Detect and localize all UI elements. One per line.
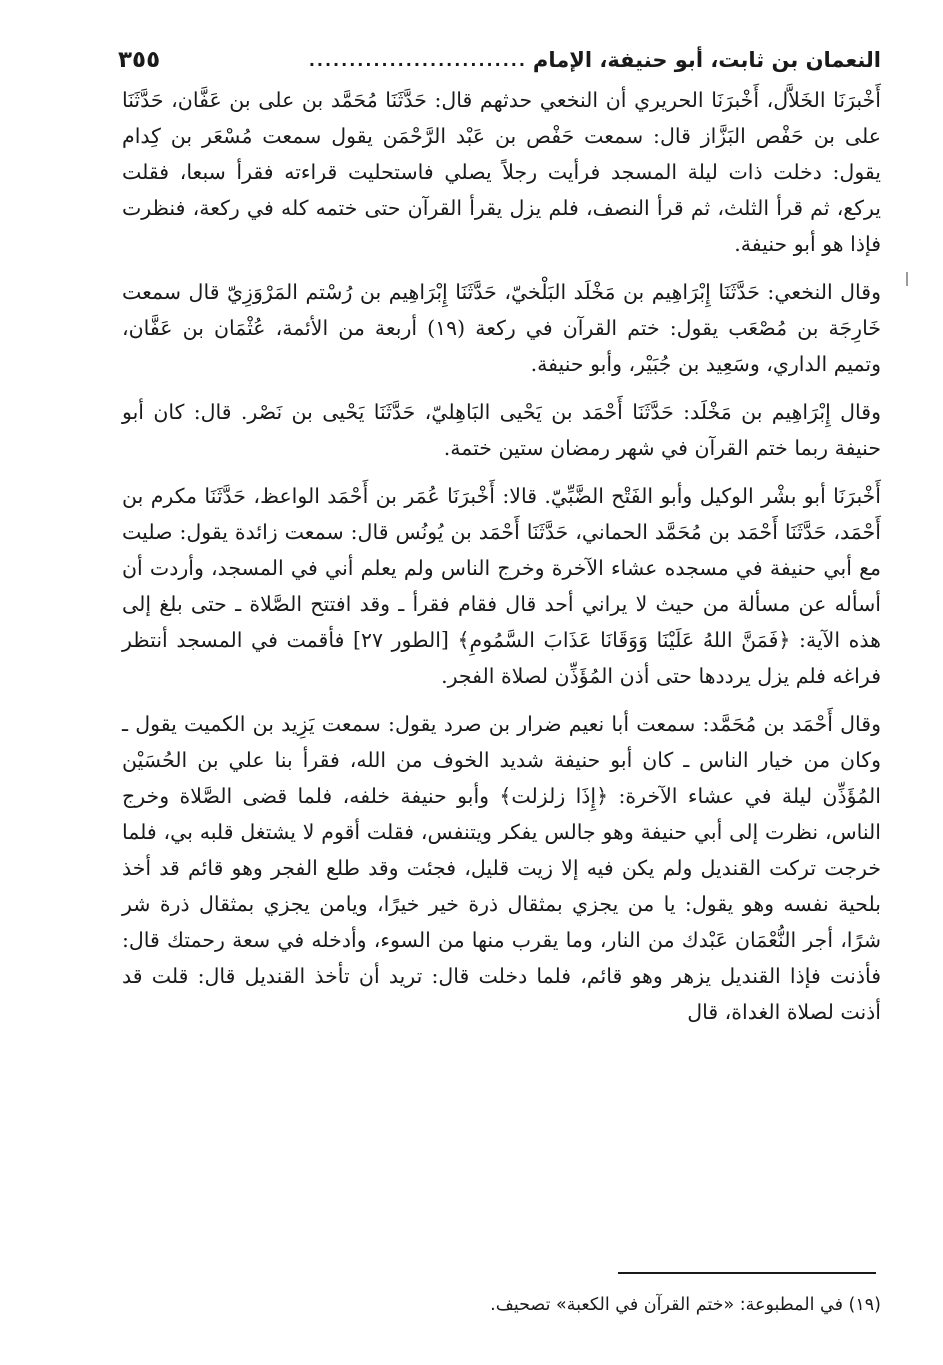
paragraph-5: وقال أَحْمَد بن مُحَمَّد: سمعت أبا نعيم ضرار بن صرد يقول: سمعت يَزِيد بن الكميت يقول ـ وكان من خيار الناس ـ كان أبو حنيفة شديد الخوف من الله، فقرأ بنا علي بن الحُسَيْن المُؤَذِّن ليلة في عشاء الآخرة: ﴿إِذَا زلزلت﴾ وأبو حنيفة خلفه، فلما قضى الصَّلاة وخرج الناس، نظرت إلى أبي حنيفة وهو جالس يفكر ويتنفس، فقلت أقوم لا يشتغل قلبه بي، فلما خرجت تركت القنديل ولم يكن فيه إلا زيت قليل، فجئت وقد طلع الفجر وهو قائم قد أخذ بلحية نفسه وهو يقول: يا من يجزي بمثقال ذرة خير خيرًا، ويامن يجزي بمثقال ذرة شر شرًا، أجر النُّعْمَان عَبْدك من النار، وما يقرب منها من السوء، وأدخله في سعة رحمتك قال: فأذنت فإذا القنديل يزهر وهو قائم، فلما دخلت قال: تريد أن تأخذ القنديل قال: قلت قد أذنت لصلاة الغداة، قال — [122, 712, 881, 1024]
main-text — [122, 82, 881, 1042]
header-title: النعمان بن ثابت، أبو حنيفة، الإمام — [532, 48, 881, 72]
header-leader-dots: ........................... — [308, 50, 527, 70]
paragraph-2: وقال النخعي: حَدَّثَنَا إِبْرَاهِيم بن مَخْلَد البَلْخيّ، حَدَّثَنَا إِبْرَاهِيم بن رُسْتم المَرْوَزِيّ قال سمعت خَارِجَة بن مُصْعَب يقول: ختم القرآن في ركعة (١٩) أربعة من الأئمة، عُثْمَان بن عَفَّان، وتميم الداري، وسَعِيد بن جُبَيْر، وأبو حنيفة. — [122, 280, 881, 376]
page-number: ٣٥٥ — [118, 47, 161, 73]
footnote-separator — [618, 1272, 876, 1274]
running-header — [118, 40, 881, 80]
paragraph-3: وقال إِبْرَاهِيم بن مَخْلَد: حَدَّثَنَا أَحْمَد بن يَحْيى البَاهِليّ، حَدَّثَنَا يَحْيى بن نَصْر. قال: كان أبو حنيفة ربما ختم القرآن في شهر رمضان ستين ختمة. — [122, 400, 881, 460]
paragraph-1: أَخْبرَنَا الخَلاَّل، أَخْبرَنَا الحريري أن النخعي حدثهم قال: حَدَّثَنَا مُحَمَّد بن على بن عَفَّان، حَدَّثَنَا على بن حَفْص البَزَّاز قال: سمعت حَفْص بن عَبْد الرَّحْمَن يقول سمعت مُسْعَر بن كِدام يقول: دخلت ذات ليلة المسجد فرأيت رجلاً يصلي فاستحليت قراءته فقرأ سبعا، فقلت يركع، ثم قرأ الثلث، ثم قرأ النصف، فلم يزل يقرأ القرآن حتى ختمه كله في ركعة، فنظرت فإذا هو أبو حنيفة. — [122, 88, 881, 256]
footnote: (١٩) في المطبوعة: «ختم القرآن في الكعبة» تصحيف. — [490, 1295, 881, 1315]
paragraph-4: أَخْبرَنَا أبو بشْر الوكيل وأبو الفَتْح الضَّبِّيّ. قالا: أَخْبرَنَا عُمَر بن أَحْمَد الواعظ، حَدَّثَنَا مكرم بن أَحْمَد، حَدَّثَنَا أَحْمَد بن مُحَمَّد الحماني، حَدَّثَنَا أَحْمَد بن يُونُس قال: سمعت زائدة يقول: صليت مع أبي حنيفة في مسجده عشاء الآخرة وخرج الناس ولم يعلم أني في المسجد، وأردت أن أسأله عن مسألة من حيث لا يراني أحد قال فقام فقرأ ـ وقد افتتح الصَّلاة ـ حتى بلغ إلى هذه الآية: ﴿فَمَنَّ اللهُ عَلَيْنَا وَوَقَانَا عَذَابَ السَّمُومِ﴾ [الطور ٢٧] فأقمت في المسجد أنتظر فراغه فلم يزل يرددها حتى أذن المُؤَذِّن لصلاة الفجر. — [122, 484, 881, 688]
scan-edge-mark — [906, 272, 908, 286]
